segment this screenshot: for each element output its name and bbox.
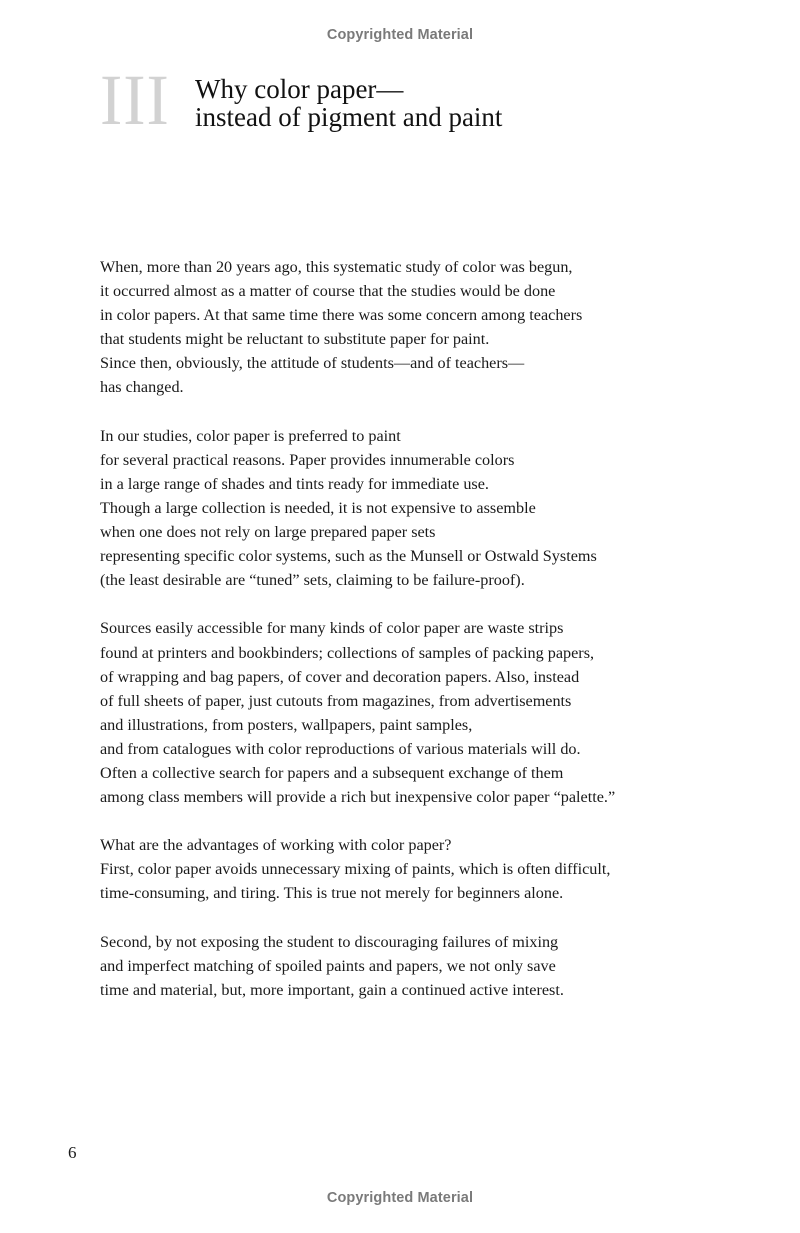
text-line: (the least desirable are “tuned” sets, claiming to be failure-proof). xyxy=(100,571,525,590)
text-line: time-consuming, and tiring. This is true not merely for beginners alone. xyxy=(100,884,564,903)
text-line: in color papers. At that same time there was some concern among teachers xyxy=(100,306,583,325)
text-line: it occurred almost as a matter of course that the studies would be done xyxy=(100,282,556,301)
text-line: Often a collective search for papers and a subsequent exchange of them xyxy=(100,763,564,782)
text-line: In our studies, color paper is preferred to paint xyxy=(100,426,401,445)
text-line: Second, by not exposing the student to discouraging failures of mixing xyxy=(100,932,559,951)
text-line: and from catalogues with color reproductions of various materials will do. xyxy=(100,739,581,758)
text-line: Sources easily accessible for many kinds of color paper are waste strips xyxy=(100,619,564,638)
chapter-numeral: III xyxy=(100,60,170,140)
page-number: 6 xyxy=(68,1143,77,1162)
paragraph xyxy=(100,833,740,905)
text-line: for several practical reasons. Paper provides innumerable colors xyxy=(100,450,515,469)
copyright-watermark-bottom: Copyrighted Material xyxy=(326,1190,474,1206)
text-line: in a large range of shades and tints ready for immediate use. xyxy=(100,474,489,493)
paragraph xyxy=(100,424,740,593)
text-line: Though a large collection is needed, it is not expensive to assemble xyxy=(100,498,536,517)
text-line: and imperfect matching of spoiled paints and papers, we not only save xyxy=(100,956,556,975)
text-line: and illustrations, from posters, wallpapers, paint samples, xyxy=(100,715,473,734)
paragraph xyxy=(100,930,740,1002)
text-line: of full sheets of paper, just cutouts from magazines, from advertisements xyxy=(100,691,572,710)
text-line: representing specific color systems, such as the Munsell or Ostwald Systems xyxy=(100,547,597,566)
chapter-title-line: Why color paper— xyxy=(195,74,404,104)
text-line: among class members will provide a rich but inexpensive color paper “palette.” xyxy=(100,788,616,807)
copyright-watermark-top: Copyrighted Material xyxy=(326,27,474,43)
text-line: when one does not rely on large prepared paper sets xyxy=(100,523,436,542)
text-line: that students might be reluctant to substitute paper for paint. xyxy=(100,330,490,349)
text-line: has changed. xyxy=(100,378,184,397)
text-line: First, color paper avoids unnecessary mixing of paints, which is often difficult, xyxy=(100,860,611,879)
text-line: time and material, but, more important, gain a continued active interest. xyxy=(100,980,564,999)
paragraph xyxy=(100,616,740,809)
text-line: What are the advantages of working with color paper? xyxy=(100,836,452,855)
text-line: found at printers and bookbinders; collections of samples of packing papers, xyxy=(100,643,595,662)
chapter-title-line: instead of pigment and paint xyxy=(195,102,503,132)
paragraph xyxy=(100,255,740,400)
text-line: Since then, obviously, the attitude of students—and of teachers— xyxy=(100,354,525,373)
body-text xyxy=(100,255,740,1026)
text-line: of wrapping and bag papers, of cover and decoration papers. Also, instead xyxy=(100,667,580,686)
chapter-title xyxy=(195,75,502,131)
text-line: When, more than 20 years ago, this systematic study of color was begun, xyxy=(100,258,573,276)
